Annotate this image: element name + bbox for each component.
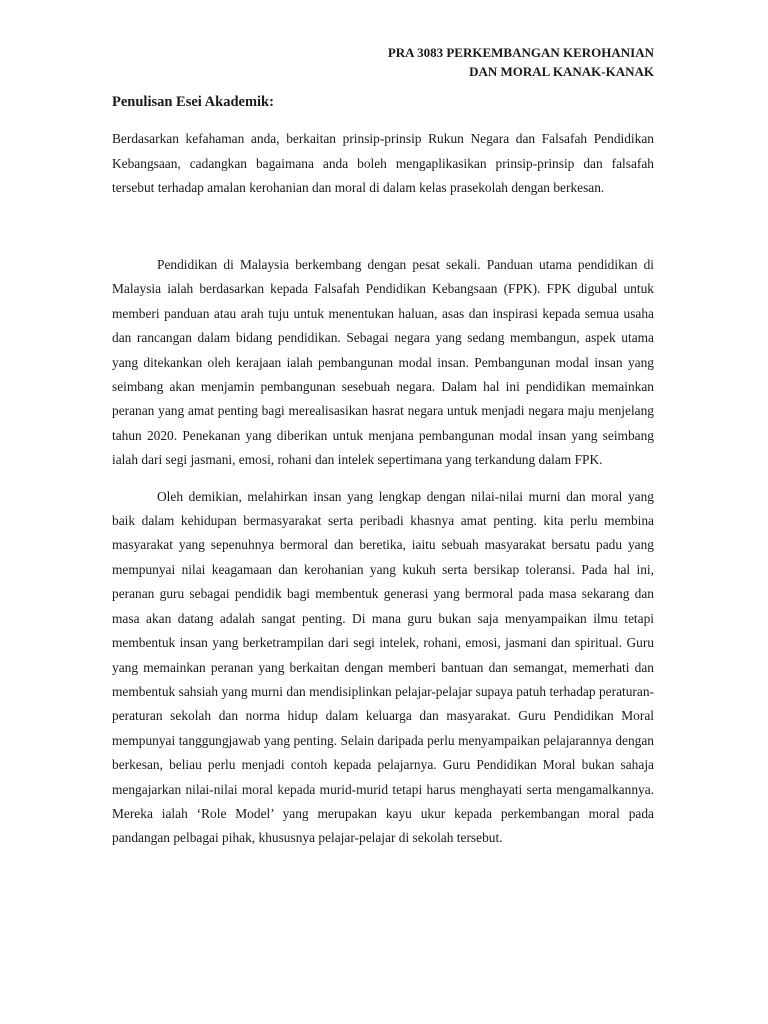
essay-paragraph-2: Oleh demikian, melahirkan insan yang lengkap dengan nilai-nilai murni dan moral yang baik dalam kehidupan bermasyarakat serta peribadi khasnya amat penting. kita perlu membina masyarakat yang sepenuhnya bermoral dan beretika, iaitu sebuah masyarakat bersatu padu yang mempunyai nilai keagamaan dan kerohanian yang kukuh serta bersikap toleransi. Pada hal ini, peranan guru sebagai pendidik bagi membentuk generasi yang bermoral pada masa sekarang dan masa akan datang adalah sangat penting. Di mana guru bukan saja menyampaikan ilmu tetapi membentuk insan yang berketrampilan dari segi intelek, rohani, emosi, jasmani dan spiritual. Guru yang memainkan peranan yang berkaitan dengan memberi bantuan dan semangat, memerhati dan membentuk sahsiah yang murni dan mendisiplinkan pelajar-pelajar supaya patuh terhadap peraturan-peraturan sekolah dan norma hidup dalam keluarga dan masyarakat. Guru Pendidikan Moral mempunyai tanggungjawab yang penting. Selain daripada perlu menyampaikan pelajarannya dengan berkesan, beliau perlu menjadi contoh kepada pelajarnya. Guru Pendidikan Moral bukan sahaja mengajarkan nilai-nilai moral kepada murid-murid tetapi harus menghayati serta mengamalkannya. Mereka ialah ‘Role Model’ yang merupakan kayu ukur kepada perkembangan moral pada pandangan pelbagai pihak, khususnya pelajar-pelajar di sekolah tersebut. <box>112 488 654 846</box>
course-header <box>388 43 654 81</box>
course-header-line-2: DAN MORAL KANAK-KANAK <box>469 64 654 79</box>
essay-prompt: Berdasarkan kefahaman anda, berkaitan prinsip-prinsip Rukun Negara dan Falsafah Pendidikan Kebangsaan, cadangkan bagaimana anda boleh mengaplikasikan prinsip-prinsip dan falsafah tersebut terhadap amalan kerohanian dan moral di dalam kelas prasekolah dengan berkesan. <box>112 131 654 195</box>
essay-body <box>112 253 654 851</box>
section-title: Penulisan Esei Akademik: <box>112 94 274 110</box>
essay-paragraph-1: Pendidikan di Malaysia berkembang dengan pesat sekali. Panduan utama pendidikan di Malaysia ialah berdasarkan kepada Falsafah Pendidikan Kebangsaan (FPK). FPK digubal untuk memberi panduan atau arah tuju untuk menentukan haluan, asas dan inspirasi kepada semua usaha dan rancangan dalam bidang pendidikan. Sebagai negara yang sedang membangun, aspek utama yang ditekankan oleh kerajaan ialah pembangunan modal insan. Pembangunan modal insan yang seimbang akan menjamin pembangunan sesebuah negara. Dalam hal ini pendidikan memainkan peranan yang amat penting bagi merealisasikan hasrat negara untuk menjadi negara maju menjelang tahun 2020. Penekanan yang diberikan untuk menjana pembangunan modal insan yang seimbang ialah dari segi jasmani, emosi, rohani dan intelek sepertimana yang terkandung dalam FPK. <box>112 257 654 468</box>
course-header-line-1: PRA 3083 PERKEMBANGAN KEROHANIAN <box>387 45 654 60</box>
